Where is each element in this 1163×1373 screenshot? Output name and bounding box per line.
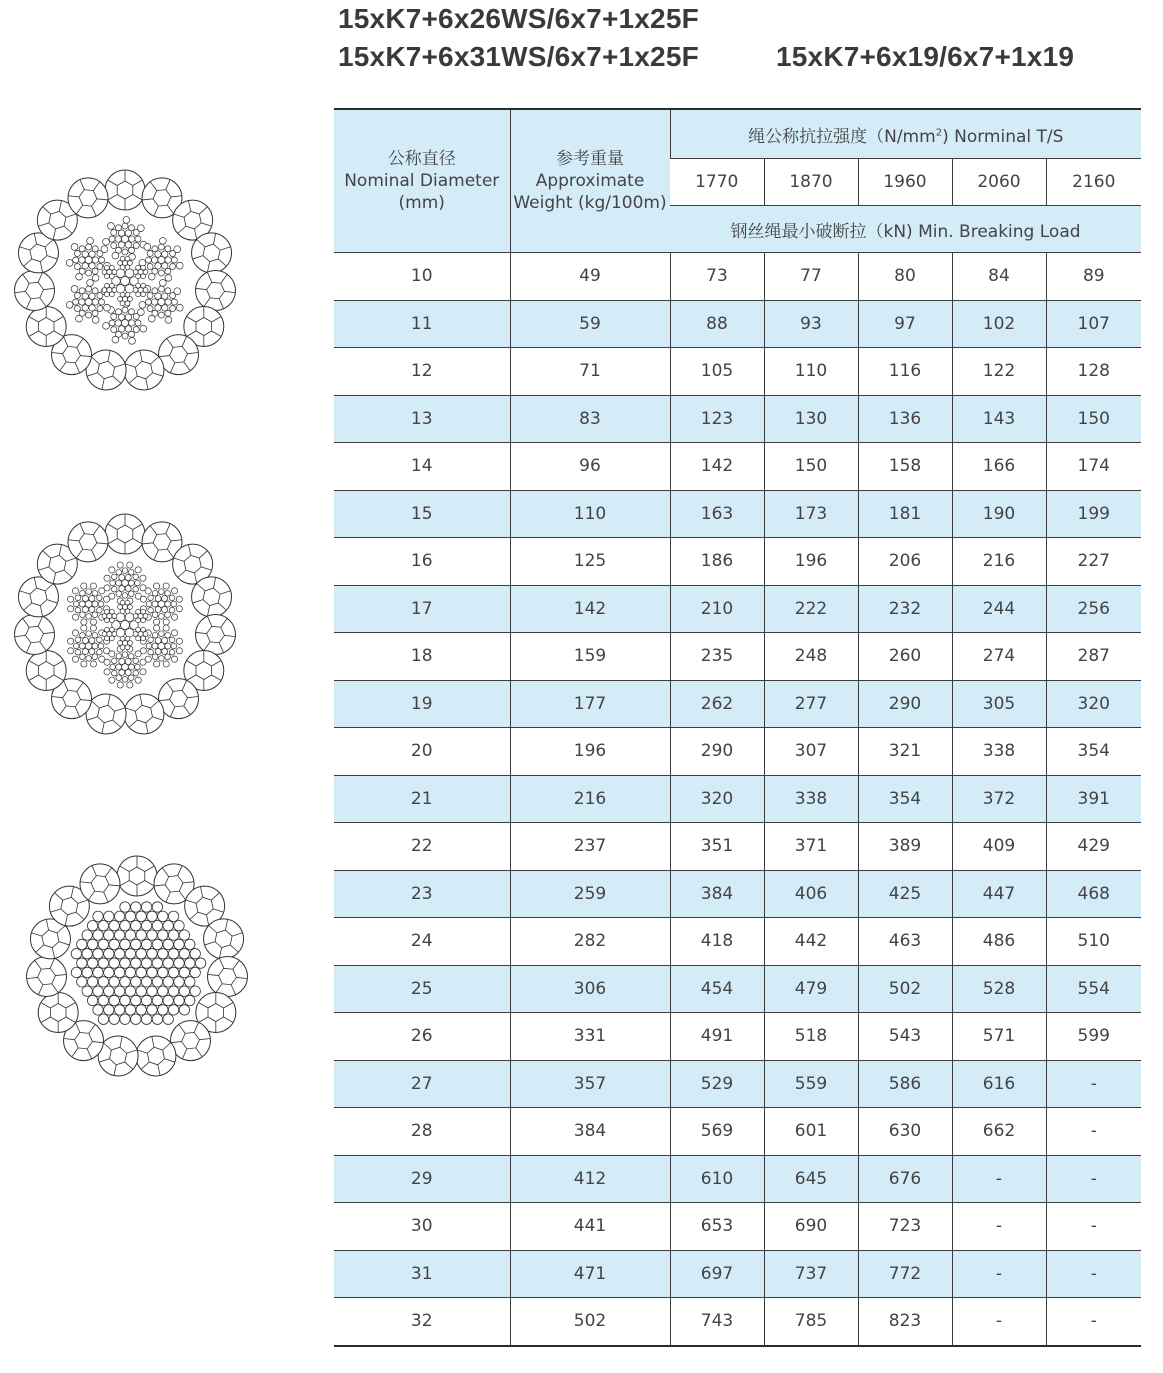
cell-diameter: 17 [334, 585, 510, 633]
cell-load-2160: 199 [1046, 490, 1141, 538]
product-title-line-1: 15xK7+6x26WS/6x7+1x25F [338, 3, 699, 34]
cell-load-2160: 468 [1046, 870, 1141, 918]
weight-header-unit: Weight (kg/100m) [513, 193, 667, 213]
cell-diameter: 20 [334, 728, 510, 776]
cell-weight: 49 [510, 253, 670, 301]
cell-load-1960: 354 [858, 775, 952, 823]
weight-header [510, 109, 670, 253]
cell-weight: 384 [510, 1108, 670, 1156]
cell-diameter: 19 [334, 680, 510, 728]
cell-load-1870: 559 [764, 1060, 858, 1108]
cell-diameter: 30 [334, 1203, 510, 1251]
cell-load-1870: 196 [764, 538, 858, 586]
table-row [334, 870, 1141, 918]
table-row [334, 348, 1141, 396]
cell-load-2060: 616 [952, 1060, 1046, 1108]
cell-diameter: 31 [334, 1250, 510, 1298]
cell-weight: 142 [510, 585, 670, 633]
cell-load-2160: 510 [1046, 918, 1141, 966]
table-row [334, 633, 1141, 681]
table-row [334, 823, 1141, 871]
table-row [334, 680, 1141, 728]
diameter-header-unit: (mm) [398, 193, 445, 213]
cell-weight: 83 [510, 395, 670, 443]
cell-load-1770: 610 [670, 1155, 764, 1203]
grade-1870: 1870 [764, 159, 858, 206]
cell-load-2060: 447 [952, 870, 1046, 918]
cell-weight: 306 [510, 965, 670, 1013]
cell-load-1770: 351 [670, 823, 764, 871]
cell-diameter: 15 [334, 490, 510, 538]
table-row [334, 1203, 1141, 1251]
cell-load-2060: - [952, 1155, 1046, 1203]
cell-load-1770: 529 [670, 1060, 764, 1108]
cell-diameter: 22 [334, 823, 510, 871]
cell-load-2160: - [1046, 1298, 1141, 1346]
cell-load-2160: 391 [1046, 775, 1141, 823]
table-row [334, 490, 1141, 538]
tensile-strength-header-text: 绳公称抗拉强度（N/mm [748, 126, 936, 147]
cell-load-2160: 227 [1046, 538, 1141, 586]
diameter-header-en: Nominal Diameter [344, 171, 500, 191]
cell-load-1960: 463 [858, 918, 952, 966]
cell-load-2060: 274 [952, 633, 1046, 681]
cell-load-1770: 262 [670, 680, 764, 728]
cell-load-1870: 601 [764, 1108, 858, 1156]
cell-weight: 159 [510, 633, 670, 681]
cell-weight: 110 [510, 490, 670, 538]
cell-load-2060: 528 [952, 965, 1046, 1013]
cell-load-1870: 518 [764, 1013, 858, 1061]
cell-diameter: 29 [334, 1155, 510, 1203]
cell-load-1870: 77 [764, 253, 858, 301]
cell-weight: 196 [510, 728, 670, 776]
cell-load-2160: 554 [1046, 965, 1141, 1013]
cell-load-2160: 107 [1046, 300, 1141, 348]
cell-weight: 259 [510, 870, 670, 918]
cell-load-1770: 743 [670, 1298, 764, 1346]
table-row [334, 1108, 1141, 1156]
cell-load-1770: 186 [670, 538, 764, 586]
rope-cross-section-19-icon [24, 854, 250, 1080]
cell-load-2060: 143 [952, 395, 1046, 443]
grade-1960: 1960 [858, 159, 952, 206]
cell-load-1770: 491 [670, 1013, 764, 1061]
cell-diameter: 23 [334, 870, 510, 918]
cell-load-2160: 89 [1046, 253, 1141, 301]
cell-load-1960: 772 [858, 1250, 952, 1298]
table-row [334, 253, 1141, 301]
cell-load-2060: 122 [952, 348, 1046, 396]
table-row [334, 918, 1141, 966]
cell-load-1770: 123 [670, 395, 764, 443]
cell-weight: 357 [510, 1060, 670, 1108]
cell-diameter: 11 [334, 300, 510, 348]
unit-superscript: 2 [935, 126, 943, 138]
weight-header-cn: 参考重量 [556, 149, 624, 169]
cell-load-2060: 305 [952, 680, 1046, 728]
cell-load-1870: 307 [764, 728, 858, 776]
cell-load-2060: 338 [952, 728, 1046, 776]
cell-load-1960: 260 [858, 633, 952, 681]
table-row [334, 728, 1141, 776]
cell-weight: 177 [510, 680, 670, 728]
cell-diameter: 18 [334, 633, 510, 681]
cell-load-2060: 662 [952, 1108, 1046, 1156]
cell-load-2060: 102 [952, 300, 1046, 348]
cell-load-1960: 158 [858, 443, 952, 491]
cell-load-2160: 287 [1046, 633, 1141, 681]
cell-load-1870: 645 [764, 1155, 858, 1203]
cell-diameter: 14 [334, 443, 510, 491]
cell-load-1960: 543 [858, 1013, 952, 1061]
cell-weight: 502 [510, 1298, 670, 1346]
cell-weight: 216 [510, 775, 670, 823]
cell-load-2160: 128 [1046, 348, 1141, 396]
tensile-strength-header-suffix: ) Norminal T/S [942, 126, 1064, 147]
table-row [334, 585, 1141, 633]
grade-1770: 1770 [670, 159, 764, 206]
cell-load-1870: 248 [764, 633, 858, 681]
cell-load-1870: 222 [764, 585, 858, 633]
cell-load-1770: 163 [670, 490, 764, 538]
diameter-header [334, 109, 510, 253]
cell-load-2160: 174 [1046, 443, 1141, 491]
cell-load-2060: 372 [952, 775, 1046, 823]
cell-load-2160: - [1046, 1060, 1141, 1108]
cell-weight: 125 [510, 538, 670, 586]
cell-load-2160: 256 [1046, 585, 1141, 633]
cell-diameter: 27 [334, 1060, 510, 1108]
cell-diameter: 13 [334, 395, 510, 443]
product-title-line-2: 15xK7+6x31WS/6x7+1x25F [338, 41, 699, 72]
cell-weight: 59 [510, 300, 670, 348]
cell-load-1960: 290 [858, 680, 952, 728]
cell-load-1770: 142 [670, 443, 764, 491]
table-row [334, 538, 1141, 586]
cell-diameter: 28 [334, 1108, 510, 1156]
cell-load-1960: 232 [858, 585, 952, 633]
cell-load-1770: 73 [670, 253, 764, 301]
cell-load-2160: 320 [1046, 680, 1141, 728]
cell-load-1960: 80 [858, 253, 952, 301]
cell-load-2160: - [1046, 1155, 1141, 1203]
table-row [334, 443, 1141, 491]
cell-load-2060: 190 [952, 490, 1046, 538]
cell-load-1960: 676 [858, 1155, 952, 1203]
cell-load-1770: 697 [670, 1250, 764, 1298]
cell-diameter: 32 [334, 1298, 510, 1346]
table-row [334, 1298, 1141, 1346]
cell-load-1960: 116 [858, 348, 952, 396]
cell-load-2060: 216 [952, 538, 1046, 586]
cell-diameter: 12 [334, 348, 510, 396]
table-row [334, 1013, 1141, 1061]
cell-load-2060: 244 [952, 585, 1046, 633]
table-row [334, 1155, 1141, 1203]
cell-load-1770: 290 [670, 728, 764, 776]
cell-load-1960: 823 [858, 1298, 952, 1346]
cell-load-1870: 690 [764, 1203, 858, 1251]
cell-diameter: 24 [334, 918, 510, 966]
cell-load-1960: 321 [858, 728, 952, 776]
cell-weight: 331 [510, 1013, 670, 1061]
cell-diameter: 16 [334, 538, 510, 586]
cell-load-2060: 486 [952, 918, 1046, 966]
cell-weight: 237 [510, 823, 670, 871]
cell-load-1770: 105 [670, 348, 764, 396]
cell-diameter: 26 [334, 1013, 510, 1061]
cell-load-1770: 320 [670, 775, 764, 823]
cell-load-2060: - [952, 1298, 1046, 1346]
cell-load-2160: - [1046, 1108, 1141, 1156]
cell-load-2160: 429 [1046, 823, 1141, 871]
table-row [334, 1060, 1141, 1108]
cell-load-1870: 110 [764, 348, 858, 396]
cell-load-1960: 181 [858, 490, 952, 538]
cell-load-1870: 479 [764, 965, 858, 1013]
cell-load-2060: - [952, 1250, 1046, 1298]
cell-load-1870: 371 [764, 823, 858, 871]
grade-2160: 2160 [1046, 159, 1141, 206]
diameter-header-cn: 公称直径 [387, 149, 456, 169]
cell-diameter: 25 [334, 965, 510, 1013]
cell-load-1770: 384 [670, 870, 764, 918]
cell-load-2060: - [952, 1203, 1046, 1251]
grade-2060: 2060 [952, 159, 1046, 206]
cell-load-1960: 97 [858, 300, 952, 348]
table-row [334, 775, 1141, 823]
cell-load-1960: 136 [858, 395, 952, 443]
table-row [334, 300, 1141, 348]
table-row [334, 965, 1141, 1013]
cell-load-1960: 630 [858, 1108, 952, 1156]
specification-table [334, 108, 1141, 1347]
cell-weight: 471 [510, 1250, 670, 1298]
cell-load-1960: 389 [858, 823, 952, 871]
cell-weight: 71 [510, 348, 670, 396]
cell-load-1960: 586 [858, 1060, 952, 1108]
rope-cross-section-26ws-icon [12, 168, 238, 394]
cell-load-1870: 338 [764, 775, 858, 823]
cell-load-2160: - [1046, 1250, 1141, 1298]
cell-load-1770: 569 [670, 1108, 764, 1156]
cell-load-1770: 653 [670, 1203, 764, 1251]
cell-load-1770: 88 [670, 300, 764, 348]
tensile-strength-header [670, 109, 1141, 159]
table-row [334, 1250, 1141, 1298]
cell-load-1960: 206 [858, 538, 952, 586]
cell-load-1870: 442 [764, 918, 858, 966]
cell-diameter: 10 [334, 253, 510, 301]
cell-load-2160: 354 [1046, 728, 1141, 776]
product-title-line-2-right: 15xK7+6x19/6x7+1x19 [776, 41, 1075, 72]
cell-load-2060: 84 [952, 253, 1046, 301]
cell-load-2160: 150 [1046, 395, 1141, 443]
cell-load-1960: 723 [858, 1203, 952, 1251]
cell-load-1870: 150 [764, 443, 858, 491]
cell-load-1770: 235 [670, 633, 764, 681]
cell-load-1770: 454 [670, 965, 764, 1013]
weight-header-en: Approximate [535, 171, 645, 191]
cell-diameter: 21 [334, 775, 510, 823]
cell-load-1870: 406 [764, 870, 858, 918]
cell-weight: 96 [510, 443, 670, 491]
cell-load-2160: - [1046, 1203, 1141, 1251]
cell-load-1870: 93 [764, 300, 858, 348]
cell-load-1770: 210 [670, 585, 764, 633]
cell-weight: 412 [510, 1155, 670, 1203]
cell-load-2060: 166 [952, 443, 1046, 491]
rope-cross-section-31ws-icon [12, 512, 238, 738]
cell-load-1870: 173 [764, 490, 858, 538]
cell-load-2160: 599 [1046, 1013, 1141, 1061]
cell-weight: 282 [510, 918, 670, 966]
cell-load-1870: 130 [764, 395, 858, 443]
cell-load-2060: 571 [952, 1013, 1046, 1061]
breaking-load-header: 钢丝绳最小破断拉（kN) Min. Breaking Load [670, 206, 1141, 253]
table-row [334, 395, 1141, 443]
cell-weight: 441 [510, 1203, 670, 1251]
cell-load-2060: 409 [952, 823, 1046, 871]
cell-load-1960: 425 [858, 870, 952, 918]
cell-load-1870: 277 [764, 680, 858, 728]
cell-load-1960: 502 [858, 965, 952, 1013]
cell-load-1770: 418 [670, 918, 764, 966]
cell-load-1870: 785 [764, 1298, 858, 1346]
cell-load-1870: 737 [764, 1250, 858, 1298]
